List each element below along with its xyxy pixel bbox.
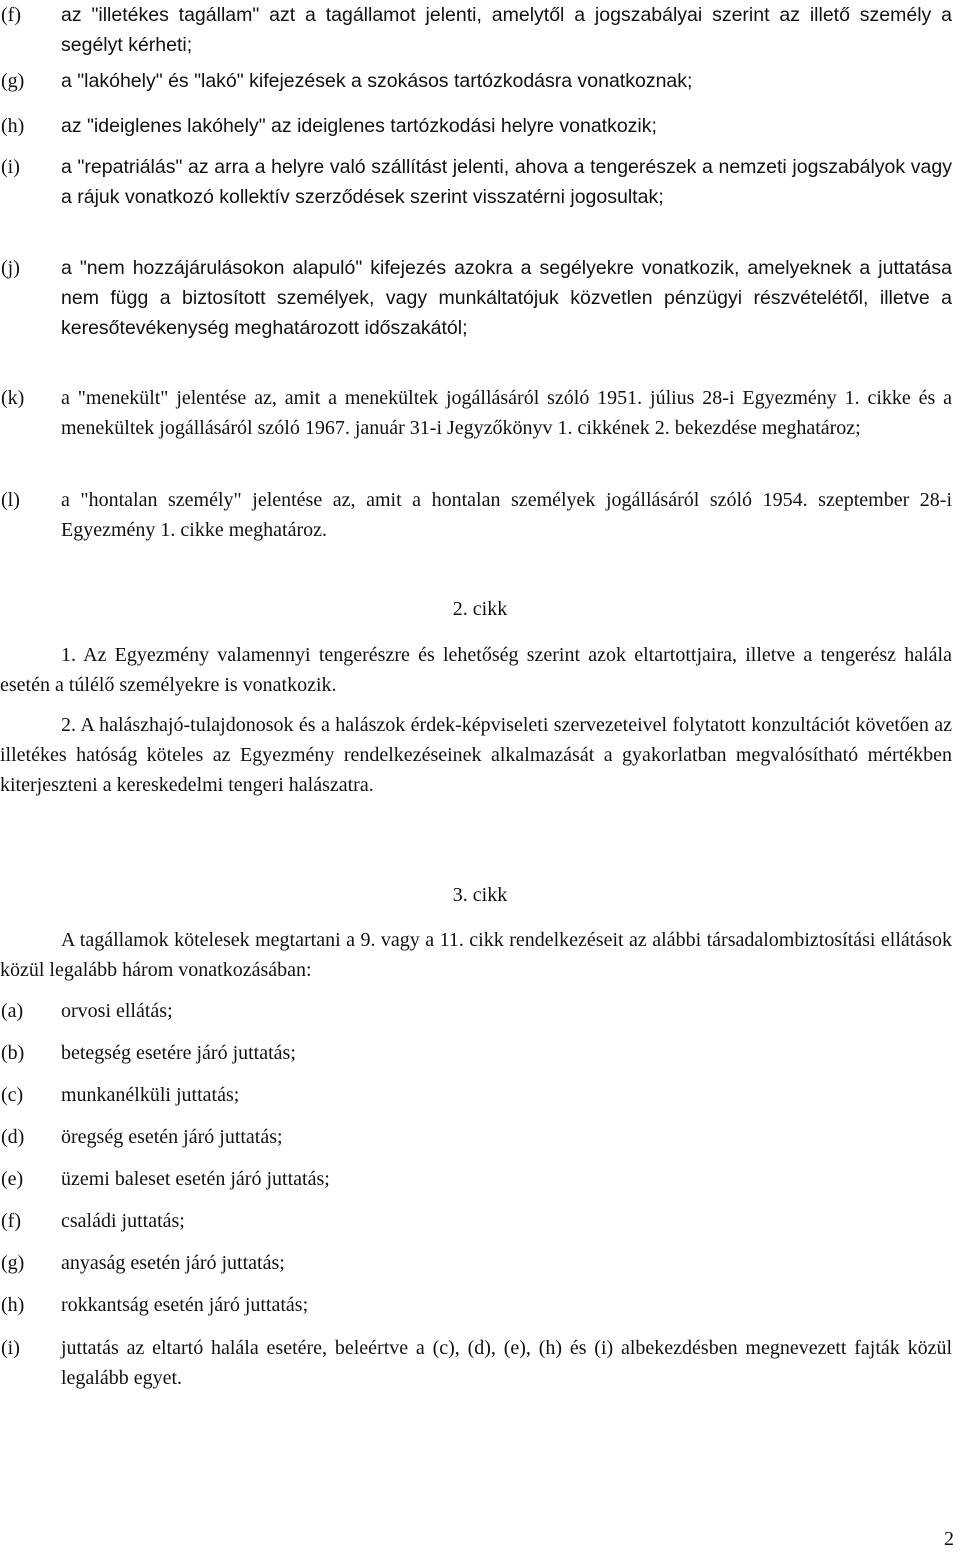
page-number: 2 [944,1528,954,1550]
list-item [0,1080,952,1110]
list-text: munkanélküli juttatás; [61,1084,240,1106]
list-marker: (e) [1,1168,24,1190]
article-intro: A tagállamok kötelesek megtartani a 9. vagy a 11. cikk rendelkezéseit az alábbi társadalombiztosítási ellátások közül legalább három vonatkozásában: [0,929,952,981]
list-marker: (b) [1,1042,25,1064]
list-marker: (c) [1,1084,24,1106]
definition-text: az "ideiglenes lakóhely" az ideiglenes tartózkodási helyre vonatkozik; [61,115,657,137]
list-marker: (f) [1,1210,21,1232]
definition-item-i [0,152,952,242]
list-item [0,1248,952,1278]
definition-marker: (g) [1,70,25,92]
list-text: juttatás az eltartó halála esetére, beleértve a (c), (d), (e), (h) és (i) albekezdésben megnevezett fajták közül legalább egyet. [61,1337,952,1389]
article-paragraph: 1. Az Egyezmény valamennyi tengerészre és lehetőség szerint azok eltartottjaira, illetve a tengerész halála esetén a túlélő személyekre is vonatkozik. [0,644,952,696]
definition-text: a "nem hozzájárulásokon alapuló" kifejezés azokra a segélyekre vonatkozik, amelyeknek a juttatása nem függ a biztosított személyek, vagy munkáltatójuk közvetlen pénzügyi részvételétől, illetve a keresőtevékenység meghatározott időszakától; [61,257,952,339]
list-text: anyaság esetén járó juttatás; [61,1252,285,1274]
list-item [0,1333,952,1393]
definition-item-k [0,383,952,473]
list-item [0,1122,952,1152]
definition-text: a "menekült" jelentése az, amit a menekültek jogállásáról szóló 1951. július 28-i Egyezmény 1. cikke és a menekültek jogállásáról szóló 1967. január 31-i Jegyzőkönyv 1. cikkének 2. bekezdése meghatároz; [61,387,952,439]
list-item [0,1290,952,1320]
list-item [0,996,952,1026]
list-item [0,1038,952,1068]
definition-item-g [0,66,952,96]
list-marker: (a) [1,1000,24,1022]
definition-item-f [0,0,952,60]
list-text: betegség esetére járó juttatás; [61,1042,296,1064]
definition-marker: (h) [1,115,25,137]
definition-marker: (i) [1,156,20,178]
definition-marker: (k) [1,387,25,409]
list-marker: (i) [1,1337,20,1359]
list-text: családi juttatás; [61,1210,185,1232]
list-item [0,1206,952,1236]
list-marker: (g) [1,1252,25,1274]
definition-text: a "hontalan személy" jelentése az, amit a hontalan személyek jogállásáról szóló 1954. szeptember 28-i Egyezmény 1. cikke meghatároz. [61,489,952,541]
list-marker: (d) [1,1126,25,1148]
list-text: öregség esetén járó juttatás; [61,1126,283,1148]
definition-item-j [0,253,952,373]
definition-text: az "illetékes tagállam" azt a tagállamot jelenti, amelytől a jogszabályai szerint az illető személy a segélyt kérheti; [61,4,952,56]
article-heading: 3. cikk [452,884,508,906]
list-item [0,1164,952,1194]
definition-text: a "lakóhely" és "lakó" kifejezések a szokásos tartózkodásra vonatkoznak; [61,70,693,92]
definition-item-l [0,485,952,545]
article-heading: 2. cikk [452,598,508,620]
definition-item-h [0,111,952,141]
definition-marker: (f) [1,4,21,26]
list-text: rokkantság esetén járó juttatás; [61,1294,309,1316]
list-marker: (h) [1,1294,25,1316]
definition-marker: (j) [1,257,20,279]
list-text: orvosi ellátás; [61,1000,173,1022]
definition-marker: (l) [1,489,20,511]
list-text: üzemi baleset esetén járó juttatás; [61,1168,330,1190]
definition-text: a "repatriálás" az arra a helyre való szállítást jelenti, ahova a tengerészek a nemzeti jogszabályok vagy a rájuk vonatkozó kollektív szerződések szerint visszatérni jogosultak; [61,156,952,208]
article-paragraph: 2. A halászhajó-tulajdonosok és a halászok érdek-képviseleti szervezeteivel folytatott konzultációt követően az illetékes hatóság köteles az Egyezmény rendelkezéseinek alkalmazását a gyakorlatban megvalósítható mértékben kiterjeszteni a kereskedelmi tengeri halászatra. [0,714,952,796]
